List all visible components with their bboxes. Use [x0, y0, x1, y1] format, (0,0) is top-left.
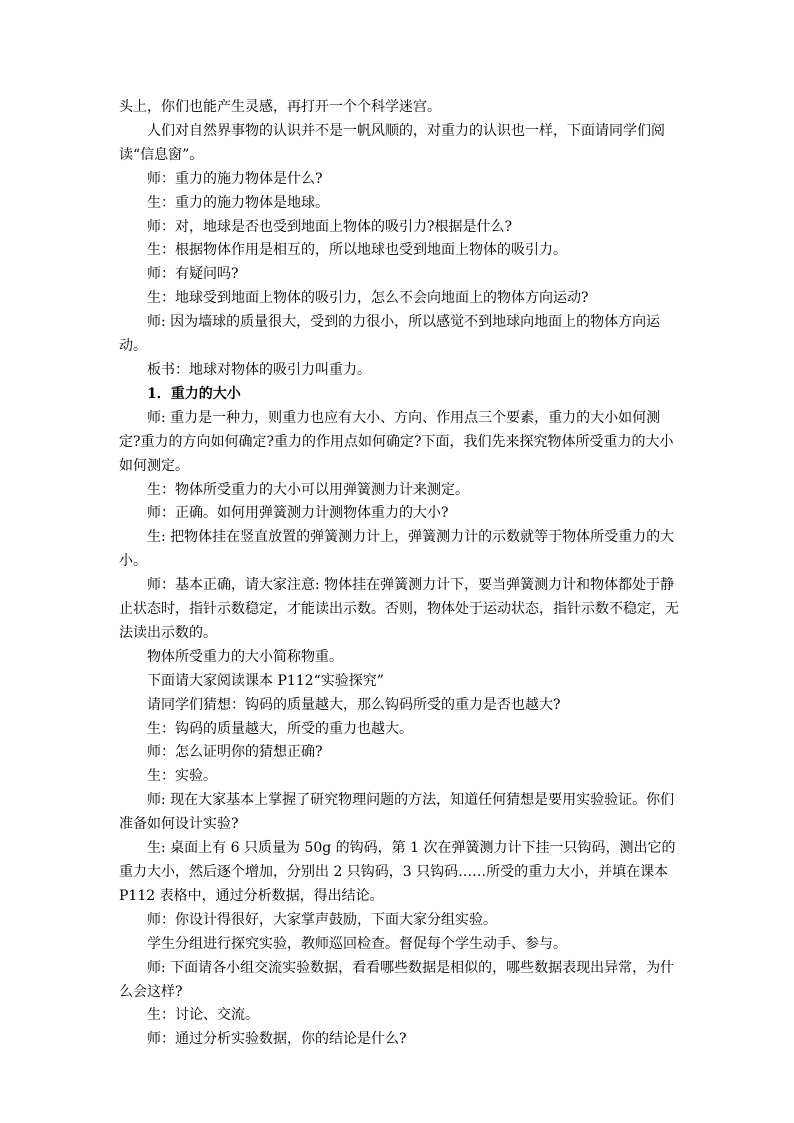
- blackboard-note: 板书：地球对物体的吸引力叫重力。: [147, 361, 371, 378]
- dialogue-line: 生: 把物体挂在竖直放置的弹簧测力计上，弹簧测力计的示数就等于物体所受重力的大小。: [119, 529, 675, 570]
- dialogue-line: 师：正确。如何用弹簧测力计测物体重力的大小?: [147, 505, 449, 522]
- dialogue-line: 师：通过分析实验数据，你的结论是什么?: [147, 1031, 407, 1048]
- document-page: [119, 96, 679, 1052]
- paragraph-continuation: 头上，你们也能产生灵感，再打开一个个科学迷宫。: [119, 99, 441, 115]
- dialogue-line: 生：物体所受重力的大小可以用弹簧测力计来测定。: [147, 481, 469, 498]
- dialogue-line: 生：钩码的质量越大，所受的重力也越大。: [147, 720, 413, 737]
- dialogue-line: 师: 重力是一种力，则重力也应有大小、方向、作用点三个要素，重力的大小如何测定?重力的方向如何确定?重力的作用点如何确定?下面，我们先来探究物体所受重力的大小如何测定。: [119, 409, 674, 474]
- dialogue-line: 师: 因为墙球的质量很大，受到的力很小，所以感觉不到地球向地面上的物体方向运动。: [119, 314, 661, 355]
- dialogue-line: 师：怎么证明你的猜想正确?: [147, 744, 323, 761]
- dialogue-line: 师：对，地球是否也受到地面上物体的吸引力?根据是什么?: [147, 218, 513, 235]
- dialogue-line: 师: 下面请各小组交流实验数据，看看哪些数据是相似的，哪些数据表现出异常，为什么会这样?: [119, 959, 675, 1000]
- dialogue-line: 生：根据物体作用是相互的，所以地球也受到地面上物体的吸引力。: [147, 242, 567, 259]
- dialogue-line: 生：讨论、交流。: [147, 1007, 259, 1024]
- dialogue-line: 师：有疑问吗?: [147, 266, 239, 283]
- dialogue-line: 生: 桌面上有 6 只质量为 50g 的钩码，第 1 次在弹簧测力计下挂一只钩码，测出它的重力大小，然后逐个增加，分别出 2 只钩码，3 只钩码……所受的重力大小，并填在课本 P112 表格中，通过分析数据，得出结论。: [119, 840, 676, 904]
- paragraph: 下面请大家阅读课本 P112“实验探究”: [147, 672, 384, 689]
- paragraph: 物体所受重力的大小简称物重。: [147, 648, 343, 665]
- dialogue-line: 师: 现在大家基本上掌握了研究物理问题的方法，知道任何猜想是要用实验验证。你们准备如何设计实验?: [119, 792, 675, 833]
- dialogue-line: 生：地球受到地面上物体的吸引力，怎么不会向地面上的物体方向运动?: [147, 290, 589, 307]
- paragraph-intro: 人们对自然界事物的认识并不是一帆风顺的，对重力的认识也一样，下面请同学们阅读“信息窗”。: [119, 122, 665, 163]
- dialogue-line: 师：你设计得很好，大家掌声鼓励，下面大家分组实验。: [147, 911, 497, 928]
- paragraph: 请同学们猜想：钩码的质量越大，那么钩码所受的重力是否也越大?: [147, 696, 561, 713]
- paragraph: 学生分组进行探究实验，教师巡回检查。督促每个学生动手、参与。: [147, 935, 567, 952]
- dialogue-line: 师：基本正确，请大家注意: 物体挂在弹簧测力计下，要当弹簧测力计和物体都处于静止状态时，指针示数稳定，才能读出示数。否则，物体处于运动状态，指针示数不稳定，无法读出示数的。: [119, 577, 679, 641]
- dialogue-line: 生：重力的施力物体是地球。: [147, 194, 329, 211]
- dialogue-line: 师：重力的施力物体是什么?: [147, 170, 323, 187]
- section-heading: 1．重力的大小: [147, 385, 241, 402]
- dialogue-line: 生：实验。: [147, 768, 217, 785]
